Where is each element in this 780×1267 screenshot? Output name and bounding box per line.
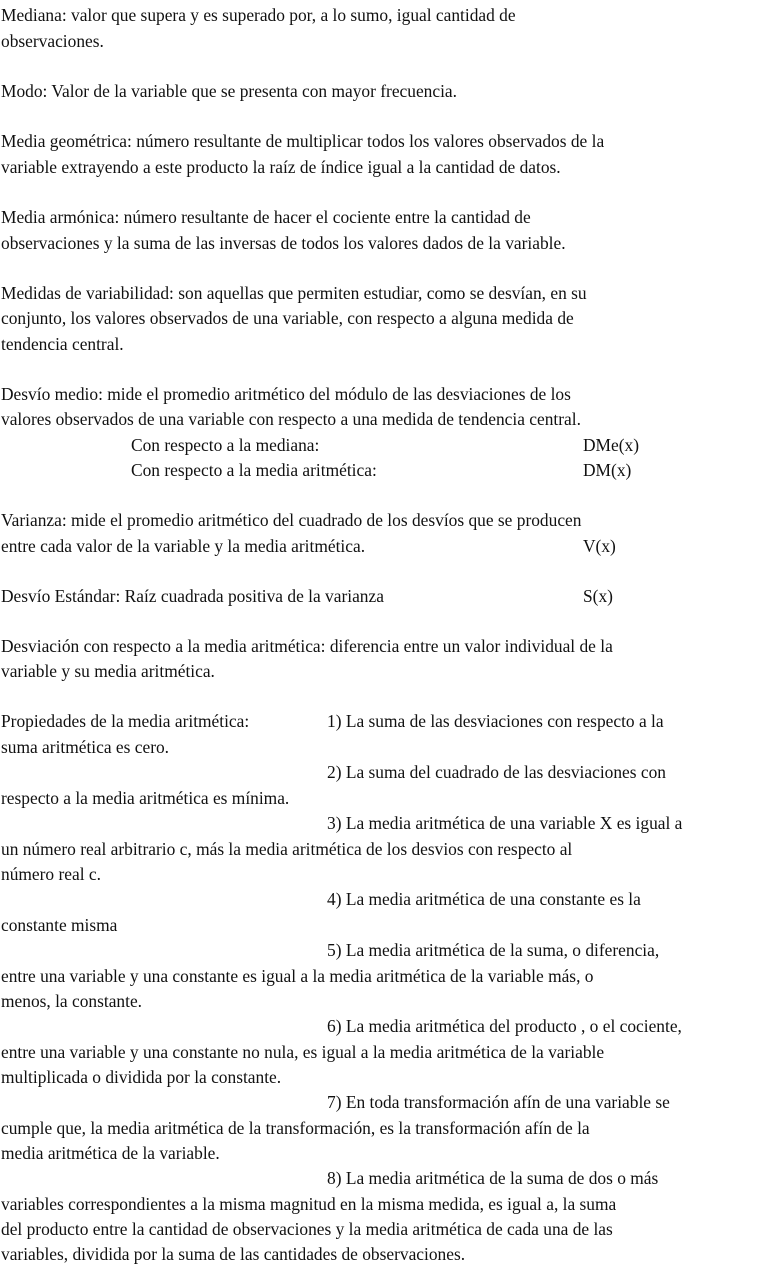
propiedad-5-line-1: 5) La media aritmética de la suma, o diferencia, bbox=[327, 940, 660, 960]
propiedad-4-line-2: constante misma bbox=[1, 915, 118, 935]
propiedad-3-line-1: 3) La media aritmética de una variable X es igual a bbox=[327, 813, 683, 833]
propiedad-8-line-3: del producto entre la cantidad de observaciones y la media aritmética de cada una de las bbox=[1, 1219, 613, 1239]
propiedades-label: Propiedades de la media aritmética: bbox=[1, 711, 250, 731]
propiedad-8-line-4: variables, dividida por la suma de las cantidades de observaciones. bbox=[1, 1244, 466, 1264]
varianza-line-1: Varianza: mide el promedio aritmético del cuadrado de los desvíos que se producen bbox=[1, 510, 582, 530]
propiedad-7-line-2: cumple que, la media aritmética de la transformación, es la transformación afín de la bbox=[1, 1118, 590, 1138]
media-geometrica-line-1: Media geométrica: número resultante de multiplicar todos los valores observados de la bbox=[1, 131, 605, 151]
media-geometrica-line-2: variable extrayendo a este producto la raíz de índice igual a la cantidad de datos. bbox=[1, 157, 561, 177]
varianza-line-2: entre cada valor de la variable y la media aritmética. bbox=[1, 536, 366, 556]
propiedad-5-line-2: entre una variable y una constante es igual a la media aritmética de la variable más, o bbox=[1, 966, 594, 986]
propiedad-2-line-2: respecto a la media aritmética es mínima. bbox=[1, 788, 290, 808]
propiedad-6-line-2: entre una variable y una constante no nula, es igual a la media aritmética de la variable bbox=[1, 1042, 605, 1062]
desvio-medio-mediana-label: Con respecto a la mediana: bbox=[131, 435, 320, 455]
media-armonica-line-2: observaciones y la suma de las inversas de todos los valores dados de la variable. bbox=[1, 233, 566, 253]
propiedad-4-line-1: 4) La media aritmética de una constante es la bbox=[327, 889, 641, 909]
propiedad-8-line-1: 8) La media aritmética de la suma de dos o más bbox=[327, 1168, 659, 1188]
mediana-line-1: Mediana: valor que supera y es superado por, a lo sumo, igual cantidad de bbox=[1, 5, 516, 25]
mediana-line-2: observaciones. bbox=[1, 31, 104, 51]
propiedad-5-line-3: menos, la constante. bbox=[1, 991, 143, 1011]
desvio-estandar-symbol: S(x) bbox=[583, 586, 613, 606]
medidas-variabilidad-line-3: tendencia central. bbox=[1, 334, 124, 354]
desviacion-line-1: Desviación con respecto a la media aritmética: diferencia entre un valor individual de la bbox=[1, 636, 613, 656]
propiedad-1-line-2: suma aritmética es cero. bbox=[1, 737, 170, 757]
desvio-medio-mediana-symbol: DMe(x) bbox=[583, 435, 640, 455]
propiedad-3-line-3: número real c. bbox=[1, 864, 101, 884]
desvio-estandar-line: Desvío Estándar: Raíz cuadrada positiva de la varianza bbox=[1, 586, 384, 606]
desvio-medio-media-symbol: DM(x) bbox=[583, 460, 632, 480]
media-armonica-line-1: Media armónica: número resultante de hacer el cociente entre la cantidad de bbox=[1, 207, 531, 227]
propiedad-2-line-1: 2) La suma del cuadrado de las desviaciones con bbox=[327, 762, 666, 782]
desvio-medio-line-2: valores observados de una variable con respecto a una medida de tendencia central. bbox=[1, 409, 581, 429]
desvio-medio-media-label: Con respecto a la media aritmética: bbox=[131, 460, 377, 480]
desvio-medio-line-1: Desvío medio: mide el promedio aritmético del módulo de las desviaciones de los bbox=[1, 384, 571, 404]
modo-line: Modo: Valor de la variable que se presenta con mayor frecuencia. bbox=[1, 81, 457, 101]
propiedad-1-line-1: 1) La suma de las desviaciones con respecto a la bbox=[327, 711, 664, 731]
propiedad-3-line-2: un número real arbitrario c, más la media aritmética de los desvios con respecto al bbox=[1, 839, 573, 859]
propiedad-6-line-3: multiplicada o dividida por la constante. bbox=[1, 1067, 282, 1087]
propiedad-7-line-1: 7) En toda transformación afín de una variable se bbox=[327, 1092, 670, 1112]
propiedad-8-line-2: variables correspondientes a la misma magnitud en la misma medida, es igual a, la suma bbox=[1, 1194, 617, 1214]
propiedad-7-line-3: media aritmética de la variable. bbox=[1, 1143, 220, 1163]
medidas-variabilidad-line-1: Medidas de variabilidad: son aquellas que permiten estudiar, como se desvían, en su bbox=[1, 283, 587, 303]
desviacion-line-2: variable y su media aritmética. bbox=[1, 661, 215, 681]
propiedad-6-line-1: 6) La media aritmética del producto , o el cociente, bbox=[327, 1016, 682, 1036]
medidas-variabilidad-line-2: conjunto, los valores observados de una variable, con respecto a alguna medida de bbox=[1, 308, 574, 328]
varianza-symbol: V(x) bbox=[583, 536, 616, 556]
